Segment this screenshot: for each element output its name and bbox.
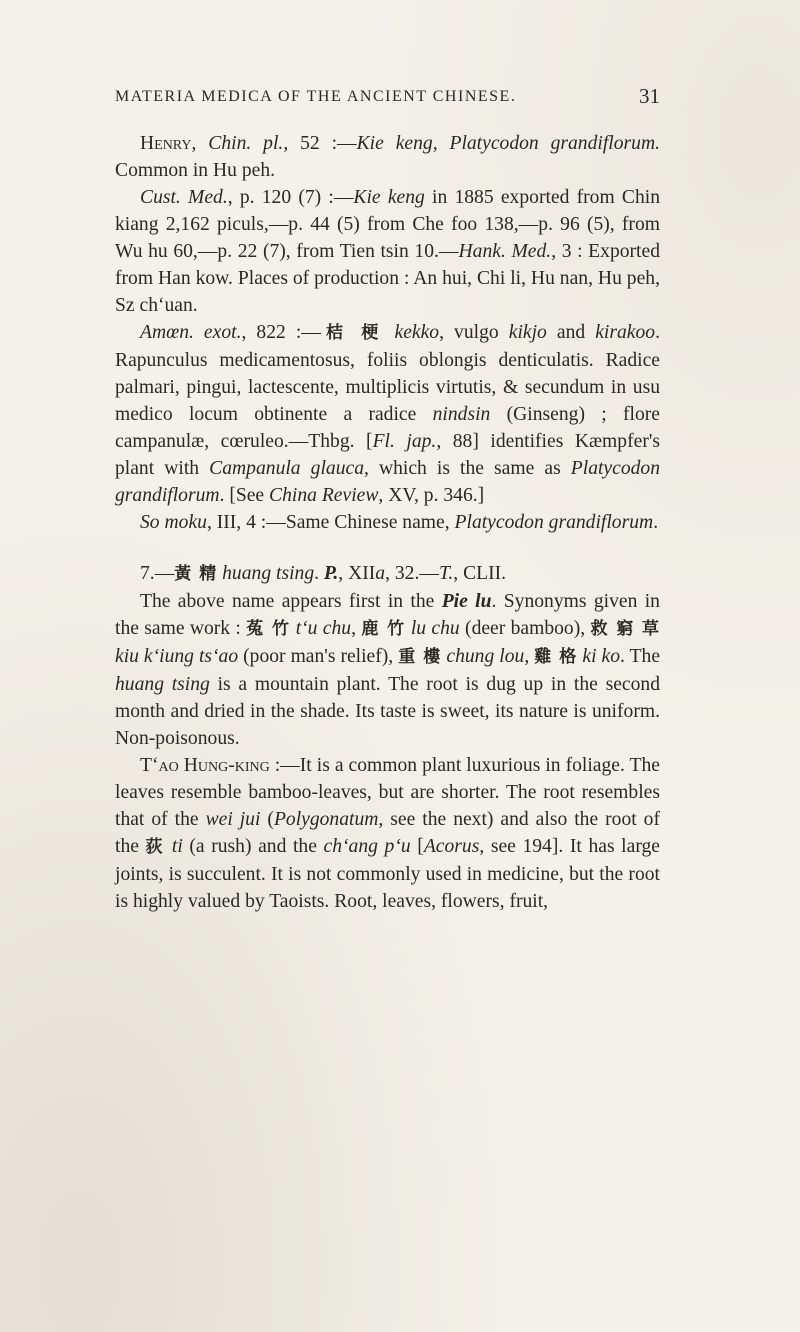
text-run: , 88] identifies Kæmpfer's plant with — [115, 431, 660, 479]
italic-run: kekko — [394, 322, 440, 343]
text-run: , XII — [338, 563, 376, 584]
chinese-characters: 荻 — [145, 837, 166, 857]
chinese-characters: 雞 格 — [534, 647, 578, 667]
paragraph-cust-med — [115, 184, 660, 319]
italic-run: Kie keng — [353, 187, 425, 208]
italic-run: Platycodon grandiflorum — [115, 458, 661, 506]
text-run: (a rush) and the — [182, 836, 324, 857]
italic-run: ti — [171, 836, 183, 857]
text-run: , — [191, 133, 209, 154]
italic-run: kirakoo — [595, 322, 656, 343]
italic-run: huang tsing — [222, 563, 315, 584]
text-run: (Ginseng) ; flore campanulæ, cœruleo.—Thbg. [ — [115, 404, 660, 452]
text-run: . — [314, 563, 324, 584]
text-run: . Rapunculus medicamentosus, foliis oblongis denticulatis. Radice palmari, pingui, lactescente, multiplicis virtutis, & secundum in usu medico locum obtinente a radice — [115, 322, 660, 425]
italic-run: Cust. Med. — [140, 187, 228, 208]
text-run: . — [653, 512, 659, 533]
page-header — [115, 86, 660, 112]
text-run: , which is the same as — [364, 458, 571, 479]
text-run: (poor man's relief), — [238, 646, 399, 667]
running-head: MATERIA MEDICA OF THE ANCIENT CHINESE. — [115, 88, 517, 105]
chinese-characters: 桔 梗 — [320, 323, 385, 343]
italic-run: So moku — [140, 512, 207, 533]
paragraph-henry — [115, 130, 660, 184]
italic-run: Fl. jap. — [372, 431, 437, 452]
chinese-characters: 菟 竹 — [246, 619, 291, 639]
text-run: , III, 4 :—Same Chinese name, — [206, 512, 455, 533]
italic-run: Hank. Med. — [458, 241, 552, 262]
paragraph-amoen-exot — [115, 319, 660, 509]
small-caps-run: Henry — [140, 133, 192, 154]
section-gap — [115, 536, 660, 560]
text-run: is a mountain plant. The root is dug up in the second month and dried in the shade. Its taste is sweet, its nature is uniform. Non-poisonous. — [115, 674, 660, 749]
text-run: . Synonyms given in the same work : — [115, 591, 660, 639]
text-run: , 3 : Exported from Han kow. Places of production : An hui, Chi li, Hu nan, Hu peh, Sz ch‘uan. — [115, 241, 660, 316]
italic-run: t‘u chu — [295, 618, 352, 639]
text-run: , — [351, 618, 362, 639]
italic-run: wei jui — [205, 809, 261, 830]
paragraph-so-moku — [115, 509, 660, 536]
text-run: , p. 120 (7) :— — [227, 187, 354, 208]
italic-run: kikjo — [508, 322, 547, 343]
text-run: , XV, p. 346.] — [378, 485, 485, 506]
italic-run: kiu k‘iung ts‘ao — [115, 646, 239, 667]
text-run: , 822 :— — [241, 322, 321, 343]
text-run — [384, 322, 394, 343]
text-run: 7.— — [140, 563, 175, 584]
italic-run: ki ko — [582, 646, 621, 667]
chinese-characters: 黃 精 — [174, 564, 218, 584]
text-run: in 1885 exported from Chin kiang 2,162 piculs,—p. 44 (5) from Che foo 138,—p. 96 (5), from Wu hu 60,—p. 22 (7), from Tien tsin 10.— — [115, 187, 660, 262]
italic-run: China Review — [269, 485, 379, 506]
bold-italic-run: P. — [323, 563, 339, 584]
text-run: [ — [410, 836, 424, 857]
body-text — [115, 130, 660, 915]
text-run: ( — [260, 809, 274, 830]
text-run: and — [546, 322, 596, 343]
text-run: . The — [620, 646, 661, 667]
bold-italic-run: Pie lu — [441, 591, 492, 612]
italic-run: a — [375, 563, 386, 584]
entry-heading-huang-tsing — [115, 560, 660, 588]
italic-run: Acorus — [423, 836, 480, 857]
text-run: , 52 :— — [283, 133, 357, 154]
text-run: , CLII. — [453, 563, 507, 584]
italic-run: Amœn. exot. — [140, 322, 242, 343]
text-run: . [See — [219, 485, 270, 506]
italic-run: Campanula glauca — [209, 458, 364, 479]
italic-run: nindsin — [432, 404, 491, 425]
italic-run: T. — [438, 563, 454, 584]
italic-run: chung lou — [446, 646, 525, 667]
text-run: , vulgo — [439, 322, 509, 343]
chinese-characters: 救 窮 草 — [590, 619, 661, 639]
text-run: , 32.— — [385, 563, 439, 584]
italic-run: Kie keng, Platycodon grandiflorum. — [356, 133, 660, 154]
chinese-characters: 重 樓 — [398, 647, 442, 667]
text-run: , see the next) and also the root of the — [115, 809, 660, 857]
text-run: Common in Hu peh. — [115, 160, 276, 181]
text-run: The above name appears first in the — [140, 591, 442, 612]
italic-run: Polygonatum — [273, 809, 379, 830]
italic-run: huang tsing — [115, 674, 210, 695]
text-run: :—It is a common plant luxurious in foliage. The leaves resemble bamboo-leaves, but are shorter. The root resembles that of the — [115, 755, 660, 830]
page-number: 31 — [639, 84, 660, 108]
text-run: , see 194]. It has large joints, is succulent. It is not commonly used in medicine, but the root is highly valued by Taoists. Root, leaves, flowers, fruit, — [115, 836, 660, 912]
paragraph-pie-lu — [115, 588, 660, 752]
paragraph-tao-hung-king — [115, 752, 660, 915]
text-run — [165, 836, 172, 857]
chinese-characters: 鹿 竹 — [361, 619, 406, 639]
italic-run: Chin. pl. — [208, 133, 284, 154]
italic-run: ch‘ang p‘u — [323, 836, 411, 857]
text-run: , — [524, 646, 535, 667]
small-caps-run: T‘ao Hung-king — [140, 755, 270, 776]
italic-run: Platycodon grandiflorum — [454, 512, 654, 533]
text-run: (deer bamboo), — [459, 618, 591, 639]
italic-run: lu chu — [410, 618, 460, 639]
